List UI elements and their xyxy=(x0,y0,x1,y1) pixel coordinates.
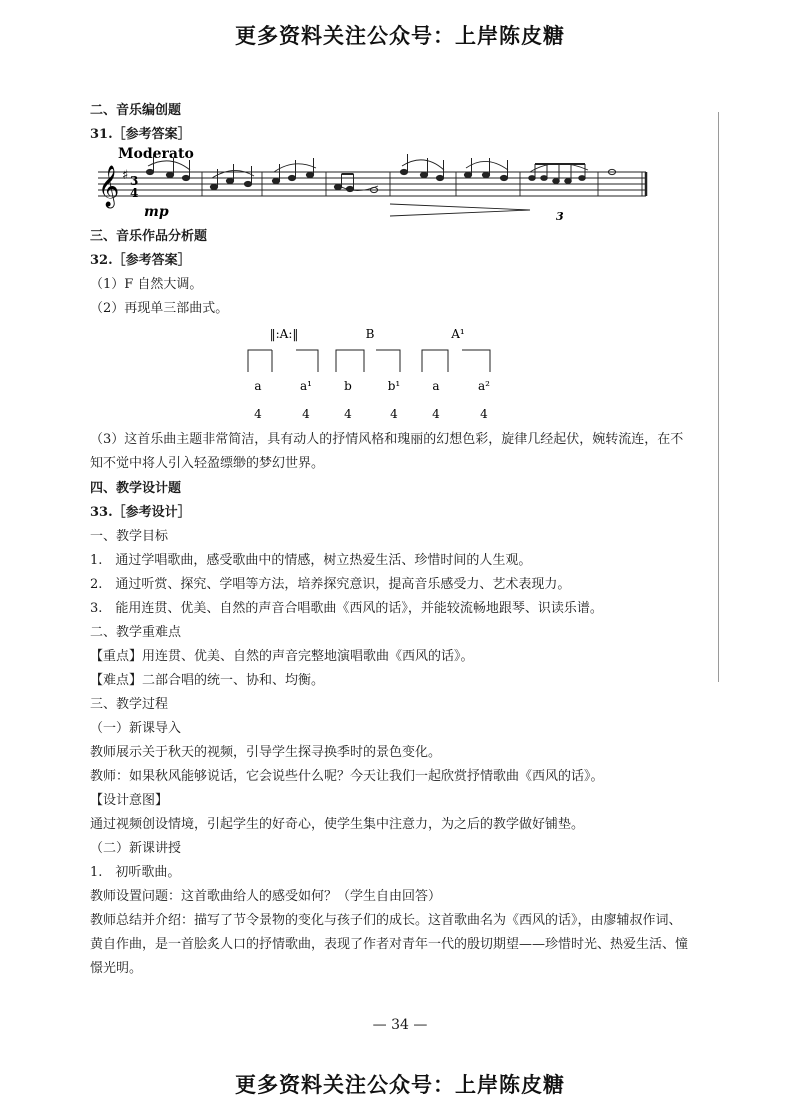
measure-4: 4 xyxy=(390,407,398,421)
scan-margin-line xyxy=(718,112,719,682)
time-sig-top: 3 xyxy=(130,174,139,188)
measure-2: 4 xyxy=(302,407,310,421)
phrase-6: a² xyxy=(478,379,490,393)
section4-heading: 四、教学设计题 xyxy=(90,481,182,496)
sharp-icon: ♯ xyxy=(122,168,129,183)
phrase-4: b¹ xyxy=(387,379,401,393)
phrase-2: a¹ xyxy=(300,379,312,393)
form-diagram xyxy=(240,324,510,424)
question-33-label: 33.［参考设计］ xyxy=(90,505,191,520)
section2-heading: 二、音乐编创题 xyxy=(90,103,182,118)
question-31-label: 31.［参考答案］ xyxy=(90,127,191,142)
triplet-mark: 3 xyxy=(556,210,564,223)
top-banner: 更多资料关注公众号：上岸陈皮糖 xyxy=(235,24,565,48)
treble-clef-icon: 𝄞 xyxy=(98,166,120,207)
plan-line: 【重点】用连贯、优美、自然的声音完整地演唱歌曲《西风的话》。 xyxy=(90,649,474,664)
answer-32-item-2: （2）再现单三部曲式。 xyxy=(90,301,229,316)
form-section-a1: A¹ xyxy=(451,327,465,341)
dynamic-marking: mp xyxy=(144,204,169,220)
plan-line: （二）新课讲授 xyxy=(90,841,182,856)
plan-line: 二、教学重难点 xyxy=(90,625,182,640)
plan-line: 教师展示关于秋天的视频，引导学生探寻换季时的景色变化。 xyxy=(90,745,442,760)
plan-line: 教师设置问题：这首歌曲给人的感受如何？（学生自由回答） xyxy=(90,889,442,904)
plan-line: 三、教学过程 xyxy=(90,697,169,712)
form-section-a: ‖:A:‖ xyxy=(269,327,299,341)
plan-final-paragraph: 教师总结并介绍：描写了节令景物的变化与孩子们的成长。这首歌曲名为《西风的话》，由廖辅叔作词、黄自作曲，是一首脍炙人口的抒情歌曲，表现了作者对青年一代的殷切期望——珍惜时光、热爱生活、憧憬光明。 xyxy=(90,913,689,976)
plan-line: 【设计意图】 xyxy=(90,793,169,808)
answer-32-item-3: （3）这首乐曲主题非常简洁，具有动人的抒情风格和瑰丽的幻想色彩，旋律几经起伏，婉转流连，在不知不觉中将人引入轻盈缥缈的梦幻世界。 xyxy=(90,432,684,471)
time-sig-bottom: 4 xyxy=(130,186,139,200)
answer-32-item-1: （1）F 自然大调。 xyxy=(90,277,203,292)
page-number: — 34 — xyxy=(372,1017,428,1033)
plan-line: 1. 通过学唱歌曲，感受歌曲中的情感，树立热爱生活、珍惜时间的人生观。 xyxy=(90,553,532,568)
plan-line: 教师：如果秋风能够说话，它会说些什么呢？今天让我们一起欣赏抒情歌曲《西风的话》。 xyxy=(90,769,604,784)
plan-line: 通过视频创设情境，引起学生的好奇心，使学生集中注意力，为之后的教学做好铺垫。 xyxy=(90,817,585,832)
form-section-b: B xyxy=(365,327,375,341)
plan-line: 3. 能用连贯、优美、自然的声音合唱歌曲《西风的话》，并能较流畅地跟琴、识读乐谱。 xyxy=(90,601,603,616)
measure-6: 4 xyxy=(480,407,488,421)
plan-line: 一、教学目标 xyxy=(90,529,169,544)
section3-heading: 三、音乐作品分析题 xyxy=(90,229,208,244)
phrase-3: b xyxy=(344,379,352,393)
plan-line: 2. 通过听赏、探究、学唱等方法，培养探究意识，提高音乐感受力、艺术表现力。 xyxy=(90,577,571,592)
bottom-banner: 更多资料关注公众号：上岸陈皮糖 xyxy=(235,1073,565,1097)
plan-line: 1. 初听歌曲。 xyxy=(90,865,181,880)
music-score xyxy=(90,144,650,224)
measure-1: 4 xyxy=(254,407,262,421)
plan-line: 【难点】二部合唱的统一、协和、均衡。 xyxy=(90,673,325,688)
question-32-label: 32.［参考答案］ xyxy=(90,253,191,268)
measure-3: 4 xyxy=(344,407,352,421)
measure-5: 4 xyxy=(432,407,440,421)
phrase-5: a xyxy=(432,379,440,393)
phrase-1: a xyxy=(254,379,262,393)
tempo-marking: Moderato xyxy=(118,146,194,162)
plan-line: （一）新课导入 xyxy=(90,721,182,736)
